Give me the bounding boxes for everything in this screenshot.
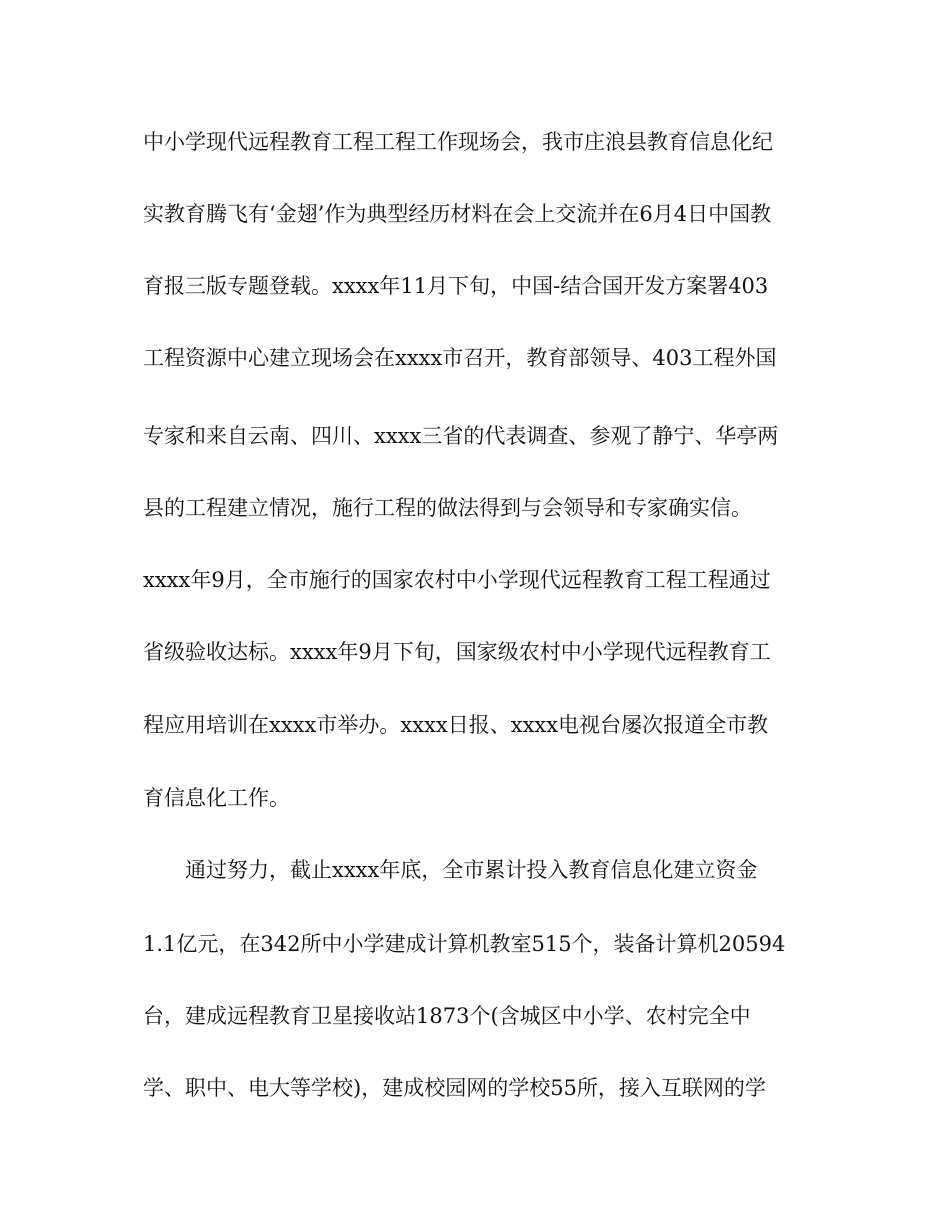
text-line: 中小学现代远程教育工程工程工作现场会，我市庄浪县教育信息化纪 [143, 130, 773, 154]
text-line: 学、职中、电大等学校)，建成校园网的学校55所，接入互联网的学 [143, 1076, 766, 1100]
text-line: 程应用培训在xxxx市举办。xxxx日报、xxxx电视台屡次报道全市教 [143, 713, 769, 737]
text-line: 育信息化工作。 [143, 786, 290, 810]
text-line: 省级验收达标。xxxx年9月下旬，国家级农村中小学现代远程教育工 [143, 640, 771, 664]
text-line: 育报三版专题登载。xxxx年11月下旬，中国-结合国开发方案署403 [143, 274, 769, 298]
text-line: 县的工程建立情况，施行工程的做法得到与会领导和专家确实信。 [143, 496, 752, 520]
text-line: xxxx年9月，全市施行的国家农村中小学现代远程教育工程工程通过 [143, 568, 771, 592]
text-line: 台，建成远程教育卫星接收站1873个(含城区中小学、农村完全中 [143, 1004, 751, 1028]
text-line: 实教育腾飞有‘金翅’作为典型经历材料在会上交流并在6月4日中国教 [143, 202, 772, 226]
text-line: 1.1亿元，在342所中小学建成计算机教室515个，装备计算机20594 [143, 932, 786, 956]
paragraph-first-line: 通过努力，截止xxxx年底，全市累计投入教育信息化建立资金 [185, 858, 758, 882]
text-line: 专家和来自云南、四川、xxxx三省的代表调查、参观了静宁、华亭两 [143, 424, 779, 448]
text-line: 工程资源中心建立现场会在xxxx市召开，教育部领导、403工程外国 [143, 346, 777, 370]
